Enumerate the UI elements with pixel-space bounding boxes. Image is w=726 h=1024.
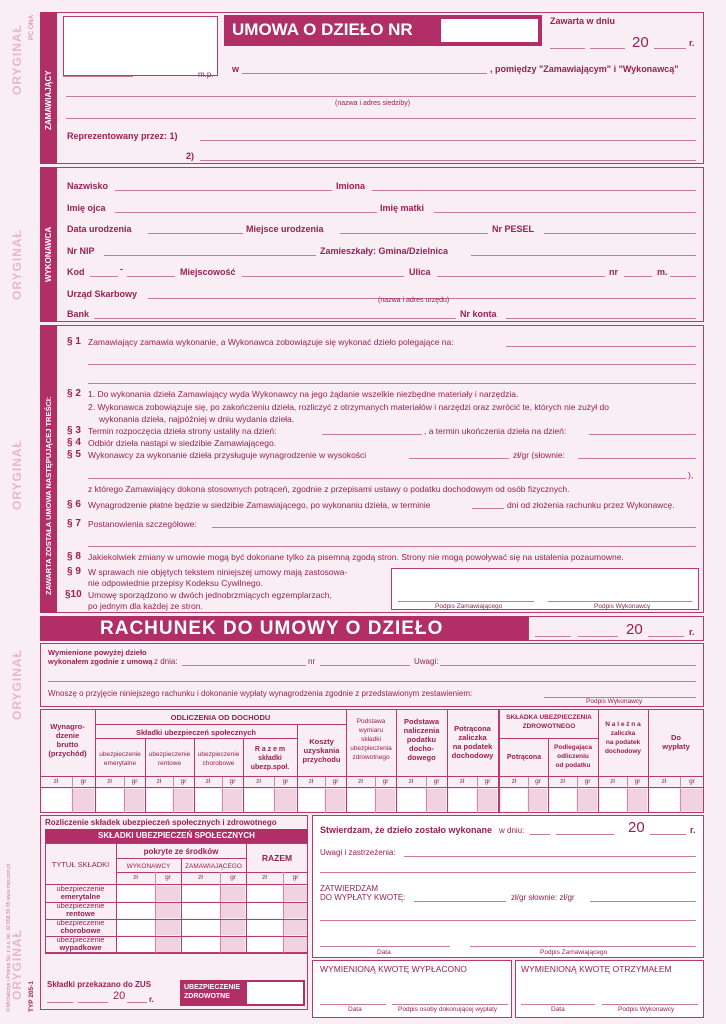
p10-num: §10 <box>65 589 82 600</box>
p3a-text: Termin rozpoczęcia dzieła strony ustaliły na dzień: <box>88 426 277 436</box>
th-chorobowe: ubezpieczenie chorobowe <box>197 751 240 767</box>
nazwa-adres-note: (nazwa i adres siedziby) <box>335 100 411 107</box>
th-rentowe: ubezpieczenie rentowe <box>148 751 191 767</box>
w-label: w <box>232 64 240 74</box>
gr-label: gr <box>433 778 440 785</box>
p9-num: § 9 <box>67 566 81 577</box>
zl-label: zł <box>408 778 414 785</box>
miejsce-urodzenia-label: Miejsce urodzenia <box>246 224 324 234</box>
amount-gr-cell[interactable] <box>578 789 597 811</box>
stw-uwagi-line[interactable] <box>404 856 696 857</box>
roz-gr-cell[interactable] <box>156 886 180 901</box>
p3-start-field[interactable] <box>322 434 422 435</box>
stw-day[interactable] <box>530 834 550 835</box>
gr-label: gr <box>689 778 695 785</box>
th-brutto: Wynagro- dzenie brutto (przychód) <box>48 722 87 758</box>
stw-year-line[interactable] <box>650 834 686 835</box>
zdrowotne-label: UBEZPIECZENIE ZDROWOTNE <box>184 984 241 1000</box>
imiona-label: Imiona <box>336 181 366 191</box>
zl-label: zł <box>459 778 465 785</box>
roz-zl-cell[interactable] <box>182 920 219 935</box>
p6-num: § 6 <box>67 499 81 510</box>
podpis-zam-label: Podpis Zamawiającego <box>435 603 503 610</box>
th-zdr-potracona: Potrącona <box>506 754 542 761</box>
wymienione-2: wykonałem zgodnie z umową <box>48 657 153 666</box>
umowa-number-field[interactable] <box>441 19 538 42</box>
otrz-data: Data <box>551 1006 565 1013</box>
watermark-2: ORYGINAŁ <box>10 229 24 300</box>
rach-uwagi-label: Uwagi: <box>414 657 439 666</box>
gr-label: gr <box>484 778 491 785</box>
side-code: PC ONA <box>28 15 35 40</box>
imie-ojca-label: Imię ojca <box>67 203 106 213</box>
kod-field-2[interactable] <box>127 276 175 277</box>
p2c-text: wykonania dzieła, najpóźniej w dniu wydania dzieła. <box>99 414 295 424</box>
wyp-data: Data <box>348 1006 362 1013</box>
p7-num: § 7 <box>67 518 81 529</box>
gr-label: gr <box>80 778 87 785</box>
wyplacono-label: WYMIENIONĄ KWOTĘ WYPŁACONO <box>320 964 467 974</box>
p6-days-field[interactable] <box>472 508 504 509</box>
amount-zl-cell[interactable] <box>550 789 576 811</box>
roz-gr-label: gr <box>292 874 299 881</box>
stw-data-line[interactable] <box>320 946 450 947</box>
amount-zl-cell[interactable] <box>449 789 476 811</box>
amount-gr-cell[interactable] <box>326 789 345 811</box>
data-urodzenia-field[interactable] <box>148 233 243 234</box>
roz-gr-cell[interactable] <box>284 886 307 901</box>
nazwisko-label: Nazwisko <box>67 181 109 191</box>
nr-konta-label: Nr konta <box>460 309 497 319</box>
kod-dash: - <box>120 264 123 274</box>
zawarta-day[interactable] <box>550 48 585 49</box>
stw-year: 20 <box>628 819 645 836</box>
imiona-field[interactable] <box>372 190 696 191</box>
p7-line-2[interactable] <box>88 546 696 547</box>
roz-gr-label: gr <box>230 874 236 881</box>
zl-label: zł <box>256 778 261 785</box>
miejsce-urodzenia-field[interactable] <box>340 233 488 234</box>
p1-line-2[interactable] <box>88 364 696 365</box>
rach-uwagi-field[interactable] <box>440 665 696 666</box>
amount-zl-cell[interactable] <box>502 789 527 811</box>
amount-gr-cell[interactable] <box>223 789 242 811</box>
roz-zl-cell[interactable] <box>247 920 282 935</box>
amount-gr-cell[interactable] <box>681 789 703 811</box>
nazwisko-field[interactable] <box>115 190 332 191</box>
amount-zl-cell[interactable] <box>600 789 626 811</box>
rach-nr-field[interactable] <box>320 665 410 666</box>
roz-gr-cell[interactable] <box>221 886 245 901</box>
stw-zlgr: zł/gr słownie: zł/gr <box>511 893 575 902</box>
rach-year: 20 <box>626 621 643 638</box>
gr-label: gr <box>282 778 289 785</box>
stw-w-dniu: w dniu: <box>499 826 525 835</box>
amount-gr-cell[interactable] <box>275 789 296 811</box>
stw-r: r. <box>690 825 696 835</box>
nr-field[interactable] <box>624 276 652 277</box>
roz-zl-cell[interactable] <box>182 937 219 952</box>
th-zdr-podlegajaca: Podlegająca odliczeniu od podatku <box>554 744 592 769</box>
th-potracona: Potrącona zaliczka na podatek dochodowy <box>451 724 494 760</box>
stw-data: Data <box>377 949 391 956</box>
p9b-text: nie odpowiednie przepisy Kodeksu Cywilnego. <box>88 578 263 588</box>
zl-label: zł <box>358 778 363 785</box>
zamieszkaly-label: Zamieszkały: Gmina/Dzielnica <box>320 246 449 256</box>
gr-label: gr <box>131 778 138 785</box>
przek-year-line[interactable] <box>127 1002 147 1003</box>
gr-label: gr <box>634 778 641 785</box>
rach-podpis-wyk: Podpis Wykonawcy <box>586 698 643 705</box>
rep2-label: 2) <box>186 151 195 161</box>
wykonawca-label: WYKONAWCA <box>44 226 53 282</box>
amount-gr-cell[interactable] <box>529 789 547 811</box>
roz-row-label: ubezpieczenie chorobowe <box>56 918 105 935</box>
p1-line-3[interactable] <box>88 383 696 384</box>
slownie-field[interactable] <box>590 901 696 902</box>
watermark-4: ORYGINAŁ <box>10 649 24 720</box>
p10a-text: Umowę sporządzono w dwóch jednobrzmiących egzemplarzach, <box>88 590 332 600</box>
zl-label: zł <box>661 778 667 785</box>
sig-line-wyk <box>548 601 692 602</box>
urzad-note: (nazwa i adres urzędu) <box>378 297 450 304</box>
p4-text: Odbiór dzieła nastąpi w siedzibie Zamawiającego. <box>88 438 277 448</box>
amount-zl-cell[interactable] <box>97 789 123 811</box>
address-line-2[interactable] <box>66 118 696 119</box>
amount-gr-cell[interactable] <box>73 789 94 811</box>
amount-zl-cell[interactable] <box>348 789 374 811</box>
w-line[interactable] <box>242 73 487 74</box>
imie-matki-label: Imię matki <box>380 203 425 213</box>
p4-num: § 4 <box>67 437 81 448</box>
stamp-line <box>63 76 133 77</box>
p5b-text: zł/gr (słownie: <box>513 450 565 460</box>
wyp-podpis: Podpis osoby dokonującej wypłaty <box>398 1006 498 1013</box>
amount-zl-cell[interactable] <box>196 789 221 811</box>
zl-label: zł <box>205 778 211 785</box>
address-line[interactable] <box>66 96 696 97</box>
tbl-vline <box>648 709 649 813</box>
zl-label: zł <box>511 778 517 785</box>
roz-tytul: TYTUŁ SKŁADKI <box>51 860 110 869</box>
roz-gr-label: gr <box>165 874 171 881</box>
roz-zl-cell[interactable] <box>247 903 282 918</box>
przek-month[interactable] <box>78 1002 108 1003</box>
zl-label: zł <box>53 778 59 785</box>
p2a-text: 1. Do wykonania dzieła Zamawiający wyda Wykonawcy na jego żądanie wszelkie niezbędne materiały i narzędzia. <box>88 389 519 399</box>
roz-zl-cell[interactable] <box>247 886 282 901</box>
rach-month[interactable] <box>578 636 618 637</box>
p7-text: Postanowienia szczegółowe: <box>88 519 197 529</box>
rach-day[interactable] <box>535 636 571 637</box>
p5a-text: Wykonawcy za wykonanie dzieła przysługuje wynagrodzenie w wysokości <box>88 450 367 460</box>
gmina-field[interactable] <box>471 255 696 256</box>
kod-label: Kod <box>67 267 85 277</box>
umowa-title: UMOWA O DZIEŁO NR <box>232 20 413 39</box>
p3-num: § 3 <box>67 425 81 436</box>
roz-gr-cell[interactable] <box>284 937 307 952</box>
roz-gr-cell[interactable] <box>156 903 180 918</box>
rach-r: r. <box>689 627 695 637</box>
roz-zl-cell[interactable] <box>117 920 154 935</box>
miejscowosc-label: Miejscowość <box>180 267 236 277</box>
gr-label: gr <box>535 778 541 785</box>
amount-zl-cell[interactable] <box>245 789 273 811</box>
p2-num: § 2 <box>67 388 81 399</box>
amount-gr-cell[interactable] <box>478 789 497 811</box>
z-dnia-field[interactable] <box>182 665 306 666</box>
pesel-field[interactable] <box>544 233 696 234</box>
zawarta-month[interactable] <box>590 48 625 49</box>
watermark-5: ORYGINAŁ <box>10 929 24 1000</box>
m-field[interactable] <box>670 276 696 277</box>
p1-text: Zamawiający zamawia wykonanie, a Wykonawca zobowiązuje się wykonać dzieło polegające na: <box>88 337 454 347</box>
przek-r: r. <box>149 995 154 1004</box>
p5-num: § 5 <box>67 449 81 460</box>
p5-slownie-line-2[interactable] <box>88 478 686 479</box>
amount-zl-cell[interactable] <box>147 789 172 811</box>
roz-zl-cell[interactable] <box>117 903 154 918</box>
zawarta-r: r. <box>689 38 695 48</box>
rach-nr-label: nr <box>308 657 316 666</box>
amount-gr-cell[interactable] <box>174 789 193 811</box>
wyp-data-line[interactable] <box>320 1004 386 1005</box>
tresc-label: ZAWARTA ZOSTAŁA UMOWA NASTĘPUJĄCEJ TREŚCI: <box>44 396 53 595</box>
urzad-label: Urząd Skarbowy <box>67 289 138 299</box>
p3-end-field[interactable] <box>589 434 696 435</box>
m-label: m. <box>657 267 668 277</box>
th-odliczenia: ODLICZENIA OD DOCHODU <box>170 713 271 722</box>
sig-line-zam <box>398 601 534 602</box>
th-koszty: Koszty uzyskania przychodu <box>302 737 341 764</box>
podpis-wyk-label: Podpis Wykonawcy <box>594 603 651 610</box>
roz-zamawiajacego: ZAMAWIAJĄCEGO <box>185 863 242 870</box>
amount-gr-cell[interactable] <box>125 789 144 811</box>
wnosze-text: Wnoszę o przyjęcie niniejszego rachunku i dokonanie wypłaty wynagrodzenia zgodnie z przedstawionym zestawieniem: <box>48 689 473 698</box>
bank-label: Bank <box>67 309 90 319</box>
zl-label: zł <box>610 778 615 785</box>
roz-zl-cell[interactable] <box>117 886 154 901</box>
form-code: TYP 205-1 <box>28 981 35 1012</box>
th-skladka-zdr: SKŁADKA UBEZPIECZENIA ZDROWOTNEGO <box>506 714 592 730</box>
zawarta-year-line[interactable] <box>654 48 686 49</box>
th-podstawa-nal: Podstawa naliczenia podatku docho- dowego <box>403 717 440 762</box>
pomiedzy-label: , pomiędzy "Zamawiającym" i "Wykonawcą" <box>490 64 679 74</box>
roz-gr-cell[interactable] <box>221 920 245 935</box>
th-razem: R a z e m składki ubezp.społ. <box>250 746 290 771</box>
roz-gr-cell[interactable] <box>284 903 307 918</box>
th-emerytalne: ubezpieczenie emerytalne <box>99 751 141 767</box>
zatwierdzam-1: ZATWIERDZAM <box>320 884 379 893</box>
ulica-field[interactable] <box>437 276 605 277</box>
nr-label: nr <box>609 267 618 277</box>
roz-zl-cell[interactable] <box>247 937 282 952</box>
p2b-text: 2. Wykonawca zobowiązuje się, po zakończeniu dzieła, rozliczyć z otrzymanych materiałów i narzędzi oraz zwrócić te, których nie zużył do <box>88 402 609 412</box>
roz-row-line <box>45 953 308 954</box>
p9a-text: W sprawach nie objętych tekstem niniejszej umowy mają zastosowa- <box>88 567 348 577</box>
p5d-text: z którego Zamawiający dokona stosownych potrąceń, zgodnie z przepisami ustawy o podatku dochodowym od osób fizycznych. <box>88 484 570 494</box>
roz-zl-label: zł <box>133 874 138 881</box>
roz-gr-cell[interactable] <box>284 920 307 935</box>
otrz-podpis: Podpis Wykonawcy <box>618 1006 675 1013</box>
kod-field-1[interactable] <box>90 276 118 277</box>
stw-month[interactable] <box>556 834 614 835</box>
th-podstawa-wym: Podstawa wymiaru składki ubezpieczenia zdrowotnego <box>350 718 392 761</box>
stamp-box[interactable] <box>63 16 218 76</box>
tbl-hline <box>40 787 704 788</box>
zawarta-label: Zawarta w dniu <box>550 16 616 26</box>
pesel-label: Nr PESEL <box>492 224 535 234</box>
roz-gr-cell[interactable] <box>156 920 180 935</box>
roz-razem: RAZEM <box>261 853 293 863</box>
otrz-data-line[interactable] <box>521 1004 595 1005</box>
p5-slownie-field[interactable] <box>578 458 696 459</box>
p6a-text: Wynagrodzenie płatne będzie w siedzibie Zamawiającego, po wykonaniu dzieła, w terminie <box>88 500 431 510</box>
imie-matki-field[interactable] <box>434 212 696 213</box>
roz-gr-cell[interactable] <box>156 937 180 952</box>
p10b-text: po jednym dla każdej ze stron. <box>88 601 203 611</box>
stwierdzam-text: Stwierdzam, że dzieło zostało wykonane <box>320 825 493 835</box>
miejscowosc-field[interactable] <box>242 276 404 277</box>
kwota-field[interactable] <box>414 901 506 902</box>
p5c-text: ), <box>688 470 694 480</box>
zl-label: zł <box>156 778 162 785</box>
wymienione-1: Wymienione powyżej dzieło <box>48 648 147 657</box>
p5-amount-field[interactable] <box>409 458 509 459</box>
p3b-text: , a termin ukończenia dzieła na dzień: <box>424 426 567 436</box>
p1-line-1[interactable] <box>506 346 696 347</box>
roz-row-label: ubezpieczenie rentowe <box>56 901 105 918</box>
zl-label: zł <box>560 778 565 785</box>
otrzymalem-label: WYMIENIONĄ KWOTĘ OTRZYMAŁEM <box>521 964 672 974</box>
nip-field[interactable] <box>104 255 316 256</box>
amount-gr-cell[interactable] <box>376 789 395 811</box>
p6b-text: dni od złożenia rachunku przez Wykonawcę. <box>507 500 675 510</box>
rep2-line[interactable] <box>200 160 696 161</box>
tbl-hline <box>500 738 598 739</box>
th-nalezna: N a l e ż n a zaliczka na podatek dochodowy <box>604 721 642 755</box>
roz-gr-cell[interactable] <box>221 903 245 918</box>
data-urodzenia-label: Data urodzenia <box>67 224 132 234</box>
reprezentowany-label: Reprezentowany przez: 1) <box>67 131 178 141</box>
nr-konta-field[interactable] <box>506 318 696 319</box>
stw-uwagi: Uwagi i zastrzeżenia: <box>320 848 396 857</box>
zdrowotne-field[interactable] <box>247 982 303 1004</box>
mp-label: m.p. <box>198 70 214 79</box>
przek-day[interactable] <box>47 1002 73 1003</box>
stw-podpis-zam: Podpis Zamawiającego <box>540 949 608 956</box>
p8-num: § 8 <box>67 551 81 562</box>
zamawiajacy-label: ZAMAWIAJĄCY <box>44 70 53 130</box>
tbl-hline <box>95 738 297 739</box>
amount-gr-cell[interactable] <box>628 789 647 811</box>
zawarta-year: 20 <box>632 34 649 51</box>
rep1-line[interactable] <box>200 140 696 141</box>
roz-wykonawcy: WYKONAWCY <box>126 863 171 870</box>
amount-zl-cell[interactable] <box>398 789 425 811</box>
roz-hline <box>116 872 308 873</box>
zl-label: zł <box>107 778 112 785</box>
watermark-1: ORYGINAŁ <box>10 24 24 95</box>
roz-row-label: ubezpieczenie wypadkowe <box>56 935 105 952</box>
otrz-podpis-line[interactable] <box>602 1004 698 1005</box>
rach-uwagi-line-2[interactable] <box>48 681 696 682</box>
roz-zl-cell[interactable] <box>182 903 219 918</box>
roz-row-label: ubezpieczenie emerytalne <box>56 884 105 901</box>
amount-gr-cell[interactable] <box>427 789 446 811</box>
rach-year-line[interactable] <box>648 636 684 637</box>
roz-pokryte: pokryte ze środków <box>143 847 219 856</box>
th-skladki-spol: Składki ubezpieczeń społecznych <box>135 728 257 737</box>
gr-label: gr <box>229 778 236 785</box>
th-do-wyplaty: Do wypłaty <box>662 733 690 751</box>
gr-label: gr <box>180 778 187 785</box>
rachunek-title: RACHUNEK DO UMOWY O DZIEŁO <box>100 618 444 639</box>
stw-uwagi-line-2[interactable] <box>320 872 696 873</box>
z-dnia-label: z dnia: <box>154 657 178 666</box>
roz-zl-label: zł <box>198 874 203 881</box>
tbl-hline <box>40 776 704 777</box>
p8-text: Jakiekolwiek zmiany w umowie mogą być dokonane tylko za pisemną zgodą stron. Strony nie mogą powoływać się na ustalenia pozaumowne. <box>88 552 624 562</box>
gr-label: gr <box>382 778 389 785</box>
gr-label: gr <box>332 778 339 785</box>
gr-label: gr <box>584 778 591 785</box>
rozliczenie-title: Rozliczenie składek ubezpieczeń społecznych i zdrowotnego <box>45 818 277 827</box>
p7-line-1[interactable] <box>212 527 696 528</box>
roz-zl-cell[interactable] <box>182 886 219 901</box>
roz-gr-cell[interactable] <box>221 937 245 952</box>
przek-year: 20 <box>113 990 126 1002</box>
roz-hline <box>116 858 246 859</box>
printer-note: © Michalczyk i Prokop Sp. z o.o. tel. 32 658 30 35 www.mip.com.pl <box>6 864 12 1012</box>
wyp-podpis-line[interactable] <box>392 1004 508 1005</box>
amount-zl-cell[interactable] <box>650 789 679 811</box>
przekazano-label: Składki przekazano do ZUS <box>47 980 152 989</box>
roz-zl-label: zł <box>262 874 267 881</box>
imie-ojca-field[interactable] <box>115 212 377 213</box>
amount-zl-cell[interactable] <box>299 789 324 811</box>
nip-label: Nr NIP <box>67 246 95 256</box>
zatwierdzam-2: DO WYPŁATY KWOTĘ: <box>320 893 406 902</box>
rachunek-date-box <box>528 616 704 641</box>
roz-zl-cell[interactable] <box>117 937 154 952</box>
skladki-header: SKŁADKI UBEZPIECZEŃ SPOŁECZNYCH <box>98 831 255 840</box>
tbl-hline <box>95 724 346 725</box>
watermark-3: ORYGINAŁ <box>10 439 24 510</box>
stw-podpis-line[interactable] <box>470 946 696 947</box>
amount-zl-cell[interactable] <box>42 789 71 811</box>
p1-num: § 1 <box>67 336 81 347</box>
bank-field[interactable] <box>94 318 456 319</box>
ulica-label: Ulica <box>409 267 431 277</box>
zl-label: zł <box>308 778 314 785</box>
slownie-line-2[interactable] <box>320 920 696 921</box>
